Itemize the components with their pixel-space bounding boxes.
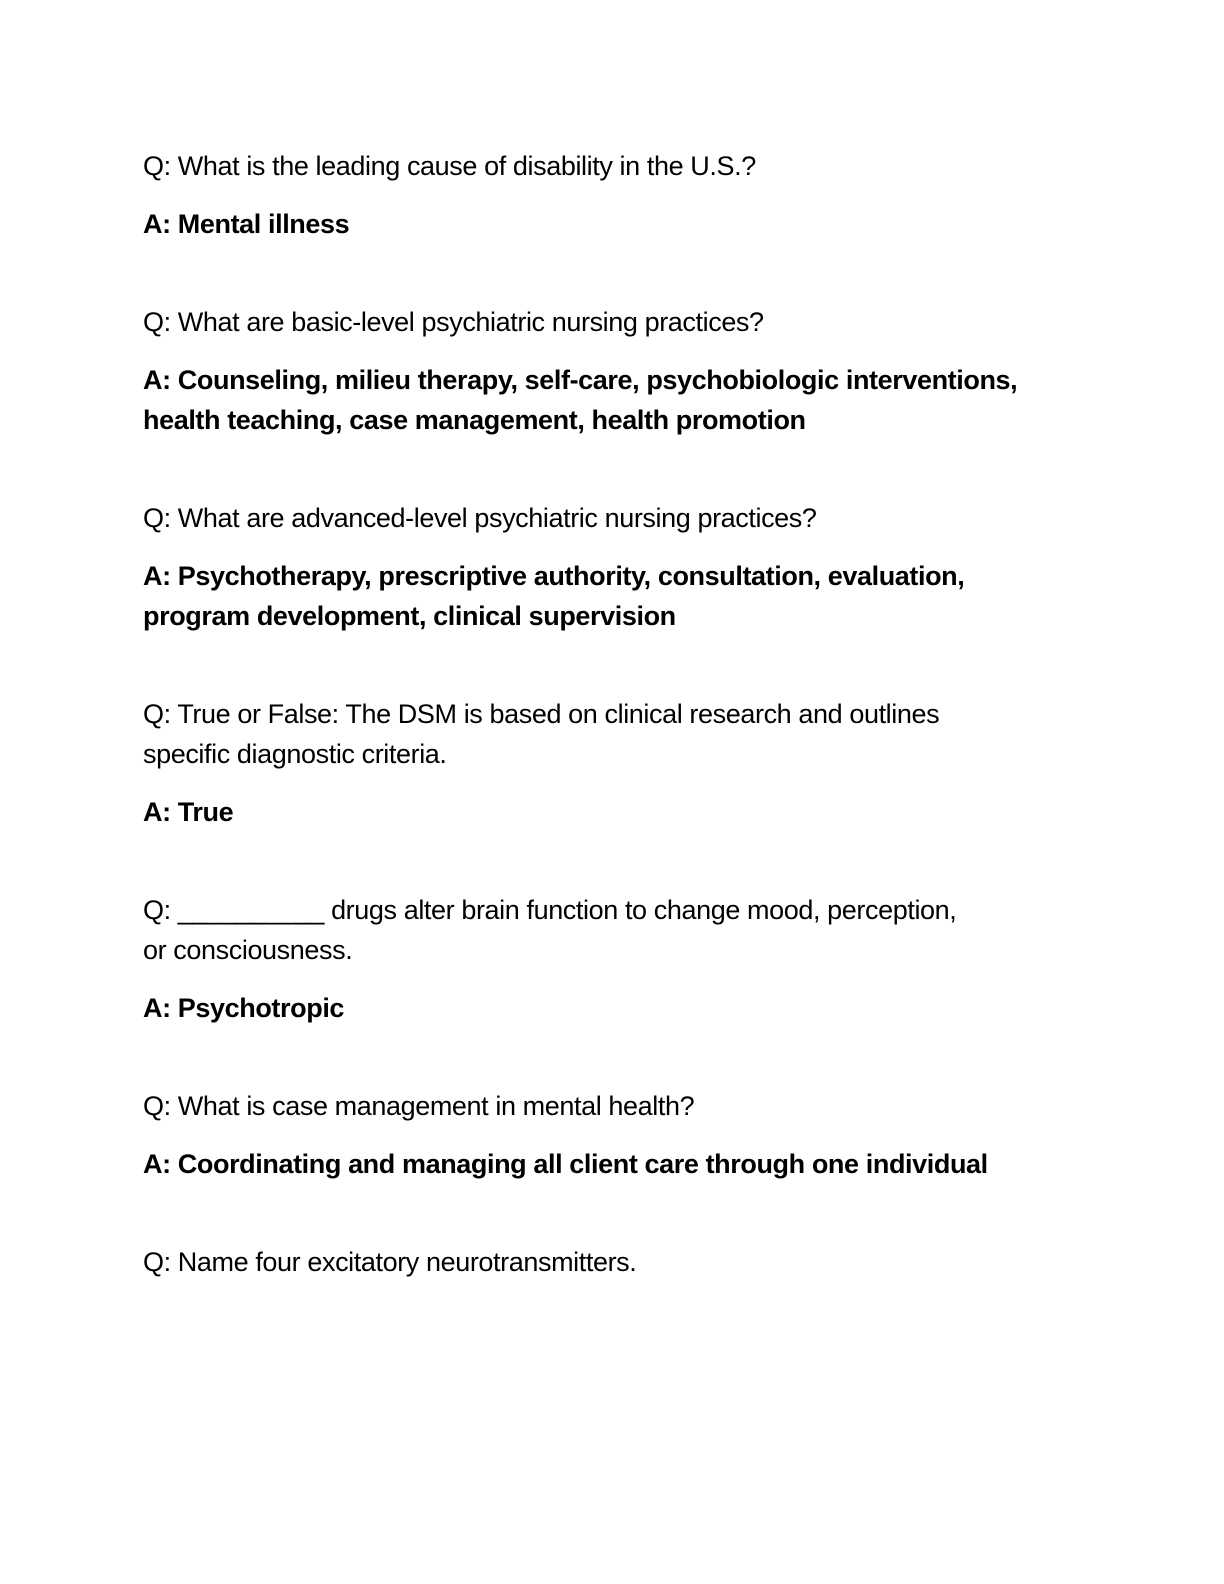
question-paragraph — [143, 890, 1093, 970]
question-paragraph — [143, 146, 1093, 186]
question-line: Q: What is the leading cause of disability in the U.S.? — [143, 151, 756, 181]
question-line: Q: Name four excitatory neurotransmitters. — [143, 1247, 637, 1277]
qa-item — [143, 694, 1093, 832]
qa-item — [143, 1242, 1093, 1282]
question-line: Q: What is case management in mental health? — [143, 1091, 695, 1121]
question-paragraph — [143, 1086, 1093, 1126]
qa-item — [143, 498, 1093, 636]
answer-paragraph — [143, 792, 1093, 832]
answer-line: A: True — [143, 797, 234, 827]
answer-line: program development, clinical supervision — [143, 601, 676, 631]
qa-list — [143, 146, 1093, 1340]
question-paragraph — [143, 694, 1093, 774]
answer-line: A: Mental illness — [143, 209, 350, 239]
question-line: specific diagnostic criteria. — [143, 739, 447, 769]
qa-item — [143, 146, 1093, 244]
question-line: Q: True or False: The DSM is based on clinical research and outlines — [143, 699, 940, 729]
answer-paragraph — [143, 360, 1093, 440]
answer-line: A: Coordinating and managing all client care through one individual — [143, 1149, 988, 1179]
qa-item — [143, 302, 1093, 440]
answer-line: health teaching, case management, health promotion — [143, 405, 806, 435]
question-line: Q: __________ drugs alter brain function to change mood, perception, — [143, 895, 957, 925]
answer-line: A: Psychotropic — [143, 993, 345, 1023]
question-paragraph — [143, 498, 1093, 538]
answer-line: A: Psychotherapy, prescriptive authority, consultation, evaluation, — [143, 561, 965, 591]
question-paragraph — [143, 1242, 1093, 1282]
answer-line: A: Counseling, milieu therapy, self-care, psychobiologic interventions, — [143, 365, 1018, 395]
question-paragraph — [143, 302, 1093, 342]
question-line: Q: What are basic-level psychiatric nursing practices? — [143, 307, 764, 337]
answer-paragraph — [143, 204, 1093, 244]
answer-paragraph — [143, 556, 1093, 636]
qa-item — [143, 890, 1093, 1028]
qa-item — [143, 1086, 1093, 1184]
question-line: Q: What are advanced-level psychiatric nursing practices? — [143, 503, 817, 533]
answer-paragraph — [143, 988, 1093, 1028]
question-line: or consciousness. — [143, 935, 353, 965]
answer-paragraph — [143, 1144, 1093, 1184]
